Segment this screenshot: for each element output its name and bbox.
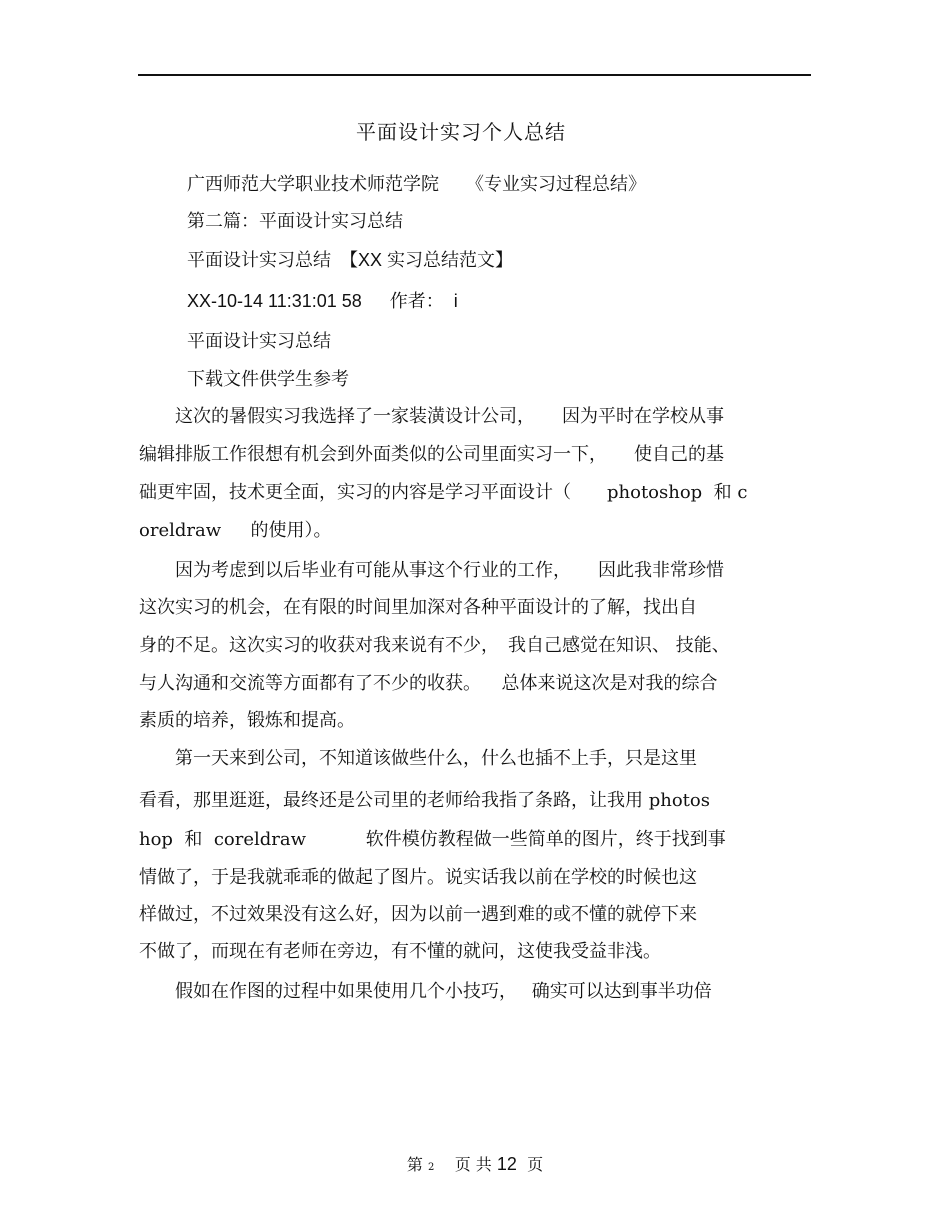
footer-suffix: 页: [527, 1155, 544, 1174]
body-line: 础更牢固，技术更全面，实习的内容是学习平面设计（ photoshop 和 c: [139, 482, 748, 503]
header-rule: [138, 74, 811, 76]
footer-middle: 页 共: [454, 1155, 492, 1174]
meta-line: XX-10-14 11:31:01 58 作者： i: [187, 291, 458, 311]
body-line: 与人沟通和交流等方面都有了不少的收获。 总体来说这次是对我的综合: [139, 673, 718, 694]
page-title: 平面设计实习个人总结: [356, 120, 566, 144]
body-line: 这次实习的机会，在有限的时间里加深对各种平面设计的了解，找出自: [139, 597, 697, 618]
body-line: 样做过，不过效果没有这么好，因为以前一遇到难的或不懂的就停下来: [139, 904, 697, 925]
source-line: 广西师范大学职业技术师范学院 《专业实习过程总结》: [187, 174, 646, 195]
page-footer: [0, 1152, 950, 1175]
body-line: 素质的培养，锻炼和提高。: [139, 710, 355, 731]
body-line: 假如在作图的过程中如果使用几个小技巧， 确实可以达到事半功倍: [139, 981, 712, 1002]
footer-prefix: 第: [406, 1155, 423, 1174]
subtitle-bracket: 【XX 实习总结范文】: [349, 250, 514, 270]
footer-total-pages: 12: [496, 1154, 517, 1174]
subtitle-line: [187, 248, 513, 273]
body-line: 看看，那里逛逛，最终还是公司里的老师给我指了条路，让我用 photos: [139, 790, 710, 811]
body-line: 身的不足。这次实习的收获对我来说有不少， 我自己感觉在知识、 技能、: [139, 635, 730, 656]
body-line: 情做了，于是我就乖乖的做起了图片。说实话我以前在学校的时候也这: [139, 867, 697, 888]
subtitle-text: 平面设计实习总结: [187, 250, 349, 271]
section-heading: 平面设计实习总结: [187, 331, 331, 352]
download-note: 下载文件供学生参考: [187, 369, 349, 390]
body-line: 第一天来到公司，不知道该做些什么，什么也插不上手，只是这里: [139, 748, 697, 769]
body-line: 不做了，而现在有老师在旁边，有不懂的就问，这使我受益非浅。: [139, 941, 661, 962]
body-line: hop 和 coreldraw 软件模仿教程做一些简单的图片，终于找到事: [139, 829, 726, 850]
body-line: 编辑排版工作很想有机会到外面类似的公司里面实习一下， 使自己的基: [139, 444, 724, 465]
part-heading: 第二篇：平面设计实习总结: [187, 211, 403, 232]
body-line: oreldraw 的使用）。: [139, 520, 332, 541]
body-line: 因为考虑到以后毕业有可能从事这个行业的工作， 因此我非常珍惜: [139, 560, 724, 581]
footer-page-number: 2: [427, 1162, 435, 1173]
body-line: 这次的暑假实习我选择了一家装潢设计公司， 因为平时在学校从事: [139, 406, 724, 427]
